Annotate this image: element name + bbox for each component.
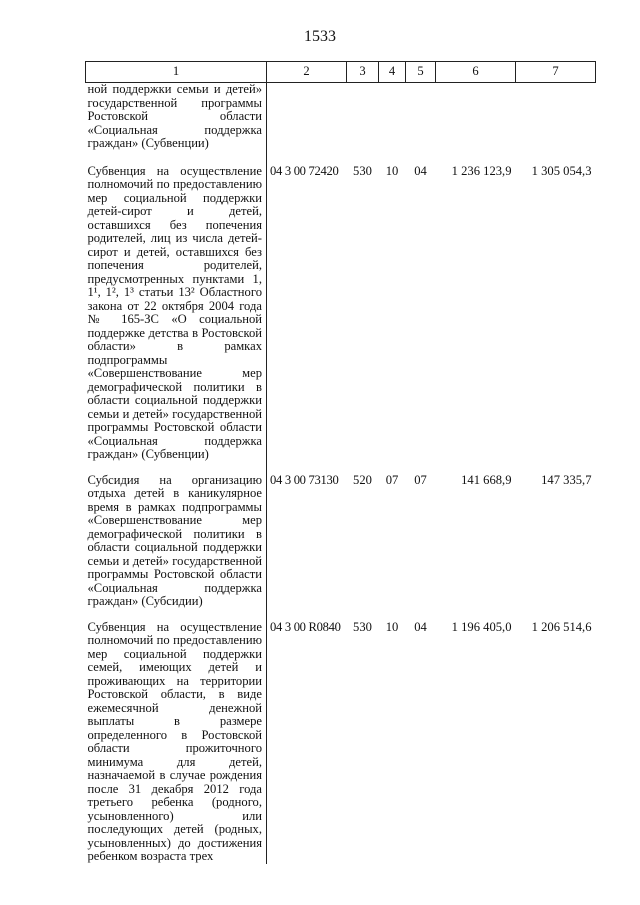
header-col-6: 6 <box>436 62 516 83</box>
row-subsection <box>406 83 436 153</box>
row-section: 10 <box>385 619 399 634</box>
row-description: ной поддержки семьи и детей» государственной программы Ростовской области «Социальная поддержка граждан» (Субвенции) <box>86 83 267 153</box>
row-description: Субвенция на осуществление полномочий по предоставлению мер социальной поддержки семей, имеющих детей и проживающих на территории Ростовской области, в виде ежемесячной денежной выплаты в размере определенного в Ростовской области прожиточного минимума для детей, назначаемой в случае рождения после 31 декабря 2012 года третьего ребенка (родного, усыновленного) или последующих детей (родных, усыновленных) до достижения ребенком возраста трех <box>86 621 267 864</box>
row-section <box>379 83 406 153</box>
header-col-3: 3 <box>347 62 379 83</box>
row-description: Субвенция на осуществление полномочий по предоставлению мер социальной поддержки детей-сирот и детей, оставшихся без попечения родителей, лиц из числа детей-сирот и детей, оставшихся без попечения родителей, предусмотренных пунктами 1, 1¹, 1², 1³ статьи 13² Областного закона от 22 октября 2004 года № 165-ЗС «О социальной поддержке детства в Ростовской области» в рамках подпрограммы «Совершенствование мер демографической политики в области социальной поддержки семьи и детей» государственной программы Ростовской области «Социальная поддержка граждан» (Субвенции) <box>86 165 267 462</box>
row-target-code: 04 3 00 72420 <box>270 163 339 178</box>
row-amount-col6: 1 196 405,0 <box>451 619 512 634</box>
header-row <box>86 62 596 83</box>
row-amount-col6: 1 236 123,9 <box>451 163 512 178</box>
row-spacer <box>86 462 596 474</box>
row-expense-type: 520 <box>353 472 372 487</box>
row-amount-col7 <box>516 83 596 153</box>
header-col-1: 1 <box>86 62 267 83</box>
row-target-code <box>267 83 347 153</box>
row-expense-type: 530 <box>353 619 372 634</box>
header-col-7: 7 <box>516 62 596 83</box>
header-col-2: 2 <box>267 62 347 83</box>
page-number: 1533 <box>304 28 336 45</box>
row-amount-col7: 147 335,7 <box>541 472 592 487</box>
row-amount-col7: 1 206 514,6 <box>531 619 592 634</box>
header-col-4: 4 <box>379 62 406 83</box>
table-row <box>86 474 596 609</box>
row-target-code: 04 3 00 73130 <box>270 472 339 487</box>
row-subsection: 07 <box>414 472 427 487</box>
row-expense-type: 530 <box>353 163 372 178</box>
header-col-5: 5 <box>406 62 436 83</box>
row-section: 07 <box>385 472 399 487</box>
row-subsection: 04 <box>414 619 427 634</box>
row-spacer <box>86 609 596 621</box>
table-row <box>86 83 596 153</box>
row-description: Субсидия на организацию отдыха детей в каникулярное время в рамках подпрограммы «Совершенствование мер демографической политики в области социальной поддержки семьи и детей» государственной программы Ростовской области «Социальная поддержка граждан» (Субсидии) <box>86 474 267 609</box>
row-subsection: 04 <box>414 163 427 178</box>
row-amount-col7: 1 305 054,3 <box>531 163 592 178</box>
table-row <box>86 621 596 864</box>
row-expense-type <box>347 83 379 153</box>
row-spacer <box>86 153 596 165</box>
row-section: 10 <box>385 163 399 178</box>
row-amount-col6: 141 668,9 <box>461 472 512 487</box>
row-amount-col6 <box>436 83 516 153</box>
budget-table <box>85 61 596 864</box>
row-target-code: 04 3 00 R0840 <box>270 619 341 634</box>
table-row <box>86 165 596 462</box>
